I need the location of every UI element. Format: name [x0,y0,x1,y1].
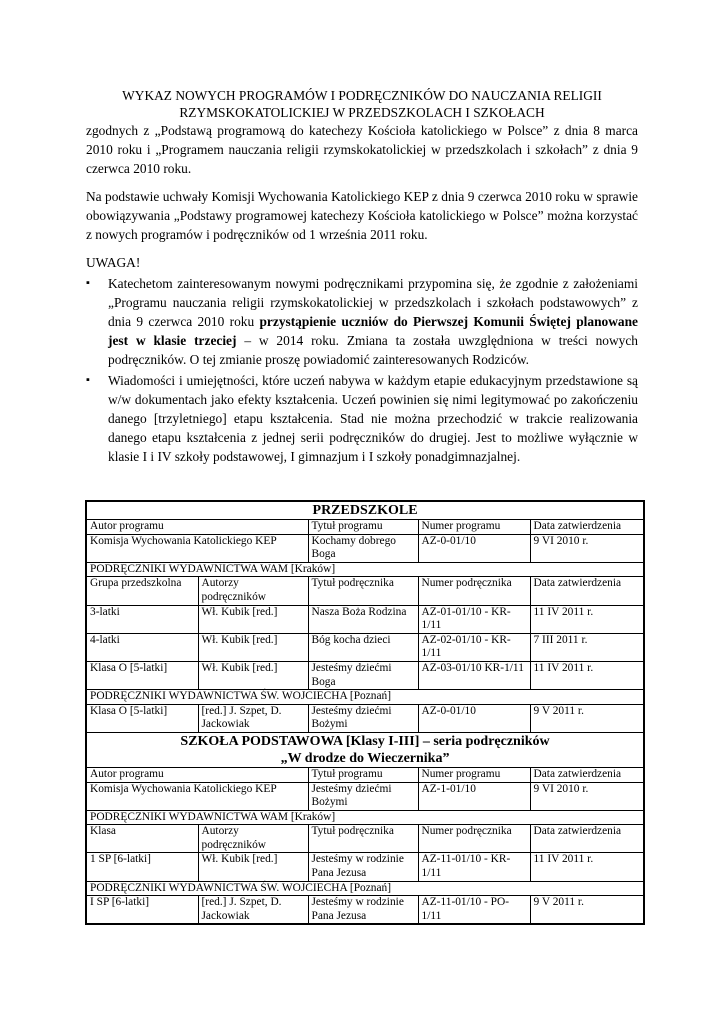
publisher-row [86,810,644,825]
table-row [86,704,644,732]
publisher-row [86,690,644,705]
book-cell: 1 SP [6-latki] [86,853,198,881]
book-cell: [red.] J. Szpet, D. Jackowiak [198,896,308,925]
book-cell: Klasa O [5-latki] [86,661,198,689]
book-cell: Klasa O [5-latki] [86,704,198,732]
table-row [86,896,644,925]
program-cell: AZ-1-01/10 [418,782,530,810]
book-cell: 11 IV 2011 r. [530,853,644,881]
column-header: Autorzy podręczników [198,577,308,605]
column-header: Tytuł programu [308,767,418,782]
program-row [86,782,644,810]
programs-table-body [86,501,644,924]
book-cell: [red.] J. Szpet, D. Jackowiak [198,704,308,732]
book-cell: 3-latki [86,605,198,633]
szkola-heading-line-2: „W drodze do Wieczernika” [280,750,450,766]
program-header-row [86,520,644,535]
publisher-row [86,562,644,577]
book-cell: Jesteśmy dziećmi Boga [308,661,418,689]
document-title [86,87,638,121]
column-header: Tytuł programu [308,520,418,535]
column-header: Numer programu [418,520,530,535]
publisher-label: PODRĘCZNIKI WYDAWNICTWA WAM [Kraków] [86,562,644,577]
book-cell: Wł. Kubik [red.] [198,661,308,689]
book-header-row [86,577,644,605]
book-cell: Jesteśmy w rodzinie Pana Jezusa [308,853,418,881]
book-cell: 9 V 2011 r. [530,896,644,925]
column-header: Numer podręcznika [418,825,530,853]
column-header: Numer podręcznika [418,577,530,605]
intro-paragraph: zgodnych z „Podstawą programową do katechezy Kościoła katolickiego w Polsce” z dnia 8 marca 2010 roku i „Programem nauczania religii rzymskokatolickiej w przedszkolach i szkołach” z dnia 9 czerwca 2010 roku. [86,123,638,176]
program-cell: AZ-0-01/10 [418,534,530,562]
book-cell: 4-latki [86,633,198,661]
bullet-square-icon: ▪ [86,277,90,289]
column-header: Data zatwierdzenia [530,520,644,535]
note-bullets [86,274,638,466]
bullet1-text-end: – w 2014 roku. Zmiana ta została uwzględniona w treści nowych podręczników. O tej zmianie proszę powiadomić zainteresowanych Rodziców. [108,333,638,367]
book-cell: Wł. Kubik [red.] [198,605,308,633]
column-header: Data zatwierdzenia [530,577,644,605]
program-row [86,534,644,562]
section-heading-row [86,501,644,520]
section-heading-szkola [86,732,644,767]
book-cell: Wł. Kubik [red.] [198,853,308,881]
title-line-2: RZYMSKOKATOLICKIEJ W PRZEDSZKOLACH I SZKOŁACH [179,105,545,120]
book-cell: AZ-01-01/10 - KR-1/11 [418,605,530,633]
programs-table [85,500,645,925]
book-cell: AZ-03-01/10 KR-1/11 [418,661,530,689]
column-header: Autor programu [86,767,308,782]
column-header: Autorzy podręczników [198,825,308,853]
szkola-heading-line-1: SZKOŁA PODSTAWOWA [Klasy I-III] – seria podręczników [180,733,550,749]
publisher-label: PODRĘCZNIKI WYDAWNICTWA ŚW. WOJCIECHA [Poznań] [86,690,644,705]
table-row [86,661,644,689]
program-header-row [86,767,644,782]
book-cell: 11 IV 2011 r. [530,605,644,633]
column-header: Tytuł podręcznika [308,825,418,853]
program-cell: Komisja Wychowania Katolickiego KEP [86,534,308,562]
publisher-label: PODRĘCZNIKI WYDAWNICTWA WAM [Kraków] [86,810,644,825]
program-cell: Kochamy dobrego Boga [308,534,418,562]
book-cell: AZ-0-01/10 [418,704,530,732]
section-heading-row [86,732,644,767]
publisher-row [86,881,644,896]
resolution-paragraph: Na podstawie uchwały Komisji Wychowania Katolickiego KEP z dnia 9 czerwca 2010 roku w sprawie obowiązywania „Podstawy programowej katechezy Kościoła katolickiego w Polsce” można korzystać z nowych programów i podręczników od 1 września 2011 roku. [86,189,638,242]
bullet-item [86,274,638,369]
column-header: Klasa [86,825,198,853]
book-cell: AZ-11-01/10 - KR-1/11 [418,853,530,881]
book-cell: Jesteśmy w rodzinie Pana Jezusa [308,896,418,925]
publisher-label: PODRĘCZNIKI WYDAWNICTWA ŚW. WOJCIECHA [Poznań] [86,881,644,896]
section-heading-przedszkole: PRZEDSZKOLE [86,501,644,520]
book-cell: Nasza Boża Rodzina [308,605,418,633]
bullet2-text: Wiadomości i umiejętności, które uczeń nabywa w każdym etapie edukacyjnym przedstawione są w/w dokumentach jako efekty kształcenia. Uczeń powinien się nimi legitymować po zakończeniu danego [trzyletniego] etapu kształcenia. Stad nie można przechodzić w trakcie realizowania danego etapu kształcenia z jednej serii podręczników do drugiej. Jest to możliwe wyłącznie w klasie I i IV szkoły podstawowej, I gimnazjum i I szkoły ponadgimnazjalnej. [108,373,638,464]
table-row [86,605,644,633]
program-cell: 9 VI 2010 r. [530,782,644,810]
book-cell: 9 V 2011 r. [530,704,644,732]
program-cell: Jesteśmy dziećmi Bożymi [308,782,418,810]
column-header: Tytuł podręcznika [308,577,418,605]
book-header-row [86,825,644,853]
book-cell: 11 IV 2011 r. [530,661,644,689]
column-header: Data zatwierdzenia [530,825,644,853]
bullet1-text: Katechetom zainteresowanym nowymi podręcznikami przypomina się, że zgodnie z założeniami „Programu nauczania religii rzymskokatolickiej w przedszkolach i szkołach podstawowych” z dnia 9 czerwca 2010 roku [108,276,638,329]
bullet-square-icon: ▪ [86,374,90,386]
note-heading: UWAGA! [86,255,141,270]
column-header: Data zatwierdzenia [530,767,644,782]
book-cell: I SP [6-latki] [86,896,198,925]
column-header: Autor programu [86,520,308,535]
book-cell: AZ-02-01/10 - KR-1/11 [418,633,530,661]
table-row [86,853,644,881]
column-header: Grupa przedszkolna [86,577,198,605]
program-cell: Komisja Wychowania Katolickiego KEP [86,782,308,810]
book-cell: Jesteśmy dziećmi Bożymi [308,704,418,732]
book-cell: Wł. Kubik [red.] [198,633,308,661]
table-row [86,633,644,661]
bullet1-bold-text: przystąpienie uczniów do Pierwszej Komunii Świętej planowane jest w klasie trzeciej [108,314,638,348]
bullet-item [86,371,638,466]
column-header: Numer programu [418,767,530,782]
book-cell: Bóg kocha dzieci [308,633,418,661]
program-cell: 9 VI 2010 r. [530,534,644,562]
book-cell: AZ-11-01/10 - PO-1/11 [418,896,530,925]
book-cell: 7 III 2011 r. [530,633,644,661]
title-line-1: WYKAZ NOWYCH PROGRAMÓW I PODRĘCZNIKÓW DO NAUCZANIA RELIGII [122,88,602,103]
